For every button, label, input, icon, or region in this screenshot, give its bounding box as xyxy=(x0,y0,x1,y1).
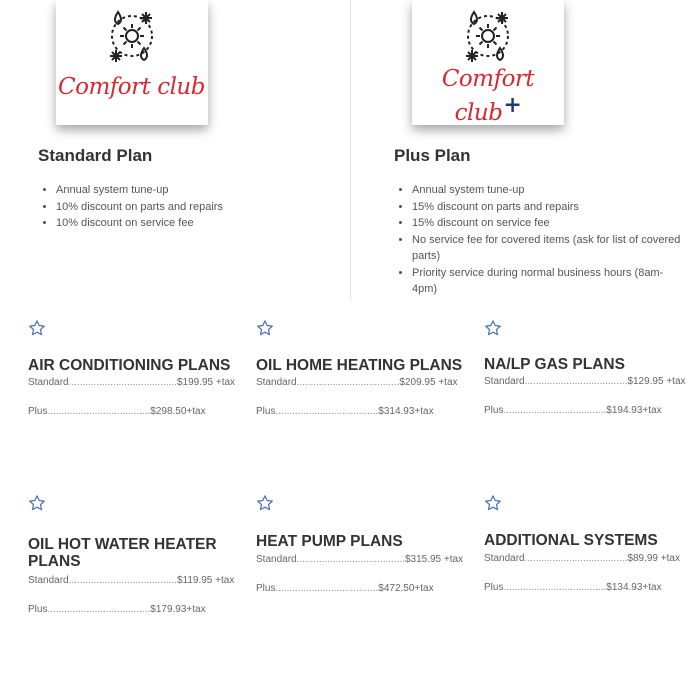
standard-price-line: Standard.......................................$119.95 +tax xyxy=(28,575,235,586)
feature-item: • 10% discount on parts and repairs xyxy=(56,199,326,216)
comfort-club-logo xyxy=(56,0,208,125)
plan-category-title: OIL HOT WATER HEATER PLANS xyxy=(28,536,217,570)
plus-price: $472.50+tax xyxy=(378,583,434,594)
plus-price-line: Plus.....................................$179.93+tax xyxy=(28,604,206,615)
plan-title: Standard Plan xyxy=(38,146,153,165)
feature-item: • Annual system tune-up xyxy=(412,182,682,199)
logo-wordmark: Comfort club+ xyxy=(441,66,535,126)
standard-price: $129.95 +tax xyxy=(627,376,686,387)
plan-category-title: OIL HOME HEATING PLANS xyxy=(256,357,463,374)
star-outline-icon xyxy=(28,319,46,337)
plus-price-line: Plus.....................................$134.93+tax xyxy=(484,582,662,593)
plan-category-title: HEAT PUMP PLANS xyxy=(256,533,403,550)
plus-price: $179.93+tax xyxy=(150,604,206,615)
pricing-card xyxy=(484,494,699,593)
logo-wordmark: Comfort club xyxy=(58,74,205,100)
plus-plan xyxy=(356,0,686,300)
standard-price-line: Standard.....................................$89.99 +tax xyxy=(484,553,680,564)
feature-item: • Annual system tune-up xyxy=(56,182,326,199)
hvac-emblem-icon xyxy=(460,8,516,64)
column-divider xyxy=(350,0,351,300)
feature-item: • 10% discount on service fee xyxy=(56,215,326,232)
hvac-emblem-icon xyxy=(104,8,160,64)
plan-category-title: ADDITIONAL SYSTEMS xyxy=(484,532,658,549)
star-outline-icon xyxy=(484,319,502,337)
plus-price: $298.50+tax xyxy=(150,406,206,417)
feature-item: • 15% discount on parts and repairs xyxy=(412,199,682,216)
plus-price-line: Plus.....................................$298.50+tax xyxy=(28,406,206,417)
standard-price-line: Standard.......................................$315.95 +tax xyxy=(256,554,464,565)
plus-price: $314.93+tax xyxy=(378,406,434,417)
standard-price: $199.95 +tax xyxy=(176,377,236,388)
standard-price: $209.95 +tax xyxy=(399,377,458,388)
pricing-card xyxy=(256,319,471,417)
plus-price-line: Plus.....................................$194.93+tax xyxy=(484,405,662,416)
standard-price: $119.95 +tax xyxy=(176,575,235,586)
plan-category-title: NA/LP GAS PLANS xyxy=(484,356,625,373)
standard-price-line: Standard.......................................$199.95 +tax xyxy=(28,377,236,388)
plan-title: Plus Plan xyxy=(394,146,471,165)
standard-price: $315.95 +tax xyxy=(404,554,464,565)
pricing-card xyxy=(28,494,243,615)
star-outline-icon xyxy=(484,494,502,512)
standard-price-line: Standard.....................................$129.95 +tax xyxy=(484,376,686,387)
plus-price-line: Plus.....................................$314.93+tax xyxy=(256,406,434,417)
comfort-club-plus-logo xyxy=(412,0,564,125)
feature-item: • Priority service during normal business hours (8am-4pm) xyxy=(412,265,682,298)
feature-item: • No service fee for covered items (ask for list of covered parts) xyxy=(412,232,682,265)
plus-mark: + xyxy=(503,92,522,118)
feature-list xyxy=(394,182,682,298)
standard-price-line: Standard.....................................$209.95 +tax xyxy=(256,377,458,388)
plus-price: $134.93+tax xyxy=(606,582,662,593)
plus-price: $194.93+tax xyxy=(606,405,662,416)
pricing-card xyxy=(28,319,243,417)
feature-item: • 15% discount on service fee xyxy=(412,215,682,232)
pricing-card xyxy=(484,319,699,416)
standard-price: $89.99 +tax xyxy=(627,553,680,564)
pricing-card xyxy=(256,494,471,594)
star-outline-icon xyxy=(28,494,46,512)
plan-category-title: AIR CONDITIONING PLANS xyxy=(28,357,231,374)
star-outline-icon xyxy=(256,319,274,337)
star-outline-icon xyxy=(256,494,274,512)
feature-list xyxy=(38,182,326,232)
plan-comparison xyxy=(0,0,700,300)
standard-plan xyxy=(0,0,330,300)
plus-price-line: Plus.....................................$472.50+tax xyxy=(256,583,434,594)
